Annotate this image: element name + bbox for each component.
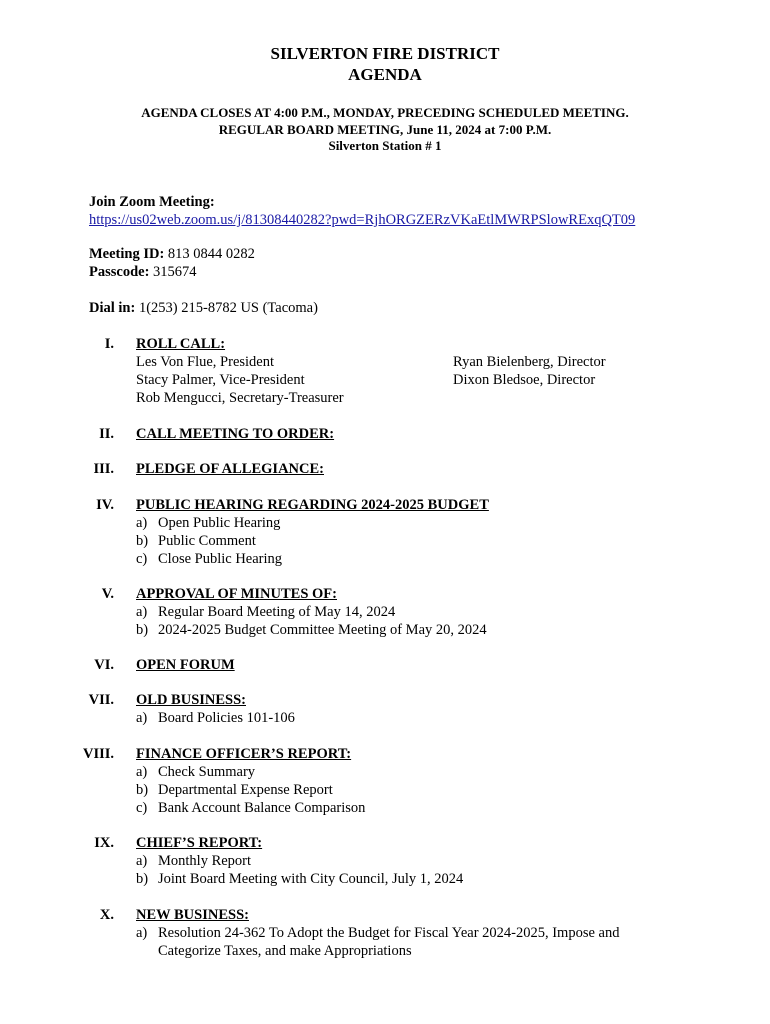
sub-item (136, 763, 696, 781)
item-number: V. (101, 586, 114, 602)
item-number: IX. (94, 835, 114, 851)
item-content (136, 691, 696, 727)
sub-item (136, 514, 696, 532)
sub-item-text: Monthly Report (158, 853, 252, 869)
item-heading: ROLL CALL: (136, 336, 226, 352)
subtitle-line-1: AGENDA CLOSES AT 4:00 P.M., MONDAY, PRECEDING SCHEDULED MEETING. (141, 105, 629, 120)
item-content (136, 335, 696, 407)
item-content (136, 906, 696, 960)
sub-item-marker: a) (136, 515, 148, 531)
sub-item (136, 709, 696, 727)
item-number: X. (99, 907, 114, 923)
document-title (0, 43, 770, 85)
item-number: VI. (94, 657, 114, 673)
roll-call-member: Stacy Palmer, Vice-President (136, 372, 305, 388)
item-content (136, 460, 696, 478)
sub-item (136, 603, 696, 621)
meeting-id-value: 813 0844 0282 (164, 246, 255, 262)
sub-item-text: Resolution 24-362 To Adopt the Budget for Fiscal Year 2024-2025, Impose and Categorize Taxes, and make Appropriations (158, 925, 620, 959)
roll-call-member: Ryan Bielenberg, Director (453, 354, 606, 370)
meeting-credentials (89, 245, 255, 281)
item-heading: NEW BUSINESS: (136, 907, 249, 923)
sub-item-marker: a) (136, 710, 148, 726)
item-content (136, 425, 696, 443)
sub-item (136, 532, 696, 550)
sub-item-list (136, 514, 696, 568)
sub-item-list (136, 603, 696, 639)
item-number: IV. (96, 497, 114, 513)
sub-item (136, 870, 696, 888)
sub-item-marker: b) (136, 871, 149, 887)
sub-item (136, 924, 678, 960)
item-heading: FINANCE OFFICER’S REPORT: (136, 746, 352, 762)
passcode-label: Passcode: (89, 264, 150, 280)
sub-item-list (136, 709, 696, 727)
roll-call-member: Dixon Bledsoe, Director (453, 372, 596, 388)
item-heading: APPROVAL OF MINUTES OF: (136, 586, 337, 602)
sub-item-text: Check Summary (158, 764, 256, 780)
item-content (136, 745, 696, 817)
sub-item (136, 799, 696, 817)
sub-item-marker: b) (136, 622, 149, 638)
sub-item (136, 852, 696, 870)
meeting-id-label: Meeting ID: (89, 246, 165, 262)
item-heading: CHIEF’S REPORT: (136, 835, 263, 851)
sub-item-marker: a) (136, 764, 148, 780)
sub-item-text: Close Public Hearing (158, 551, 283, 567)
zoom-section (89, 193, 635, 229)
item-number: VII. (88, 692, 114, 708)
sub-item-marker: c) (136, 551, 148, 567)
roll-call-directors (453, 353, 606, 389)
item-heading: OLD BUSINESS: (136, 692, 246, 708)
sub-item-marker: c) (136, 800, 148, 816)
sub-item-list (136, 763, 696, 817)
passcode-value: 315674 (149, 264, 197, 280)
item-heading: OPEN FORUM (136, 657, 235, 673)
sub-item (136, 781, 696, 799)
item-number: VIII. (82, 746, 114, 762)
sub-item-marker: a) (136, 853, 148, 869)
dial-in-value: 1(253) 215-8782 US (Tacoma) (135, 300, 318, 316)
sub-item-marker: a) (136, 925, 148, 941)
sub-item-text: Regular Board Meeting of May 14, 2024 (158, 604, 396, 620)
sub-item-marker: b) (136, 782, 149, 798)
sub-item-list (136, 852, 696, 888)
sub-item (136, 621, 696, 639)
dial-in-label: Dial in: (89, 300, 136, 316)
sub-item-text: Open Public Hearing (158, 515, 281, 531)
sub-item (136, 550, 696, 568)
subtitle-line-3: Silverton Station # 1 (328, 138, 442, 153)
title-line-1: SILVERTON FIRE DISTRICT (270, 44, 500, 63)
item-content (136, 496, 696, 568)
sub-item-text: Public Comment (158, 533, 256, 549)
zoom-label: Join Zoom Meeting: (89, 194, 215, 210)
sub-item-marker: a) (136, 604, 148, 620)
sub-item-text: Departmental Expense Report (158, 782, 333, 798)
roll-call-member: Rob Mengucci, Secretary-Treasurer (136, 390, 344, 406)
title-line-2: AGENDA (348, 65, 422, 84)
meeting-id-row (89, 245, 255, 263)
roll-call-member: Les Von Flue, President (136, 354, 275, 370)
item-number: III. (93, 461, 114, 477)
passcode-row (89, 263, 255, 281)
dial-in-row (89, 299, 318, 317)
item-number: I. (104, 336, 114, 352)
item-heading: PUBLIC HEARING REGARDING 2024-2025 BUDGET (136, 497, 489, 513)
sub-item-list (136, 924, 696, 960)
sub-item-text: Bank Account Balance Comparison (158, 800, 366, 816)
item-content (136, 585, 696, 639)
item-number: II. (99, 426, 114, 442)
sub-item-marker: b) (136, 533, 149, 549)
meeting-subtitle (0, 105, 770, 155)
item-content (136, 656, 696, 674)
sub-item-text: Board Policies 101-106 (158, 710, 295, 726)
item-heading: PLEDGE OF ALLEGIANCE: (136, 461, 324, 477)
item-content (136, 834, 696, 888)
subtitle-line-2: REGULAR BOARD MEETING, June 11, 2024 at 7:00 P.M. (218, 121, 552, 137)
sub-item-text: 2024-2025 Budget Committee Meeting of May 20, 2024 (158, 622, 487, 638)
sub-item-text: Joint Board Meeting with City Council, July 1, 2024 (158, 871, 464, 887)
zoom-link[interactable]: https://us02web.zoom.us/j/81308440282?pwd=RjhORGZERzVKaEtlMWRPSlowRExqQT09 (89, 212, 636, 228)
item-heading: CALL MEETING TO ORDER: (136, 426, 335, 442)
